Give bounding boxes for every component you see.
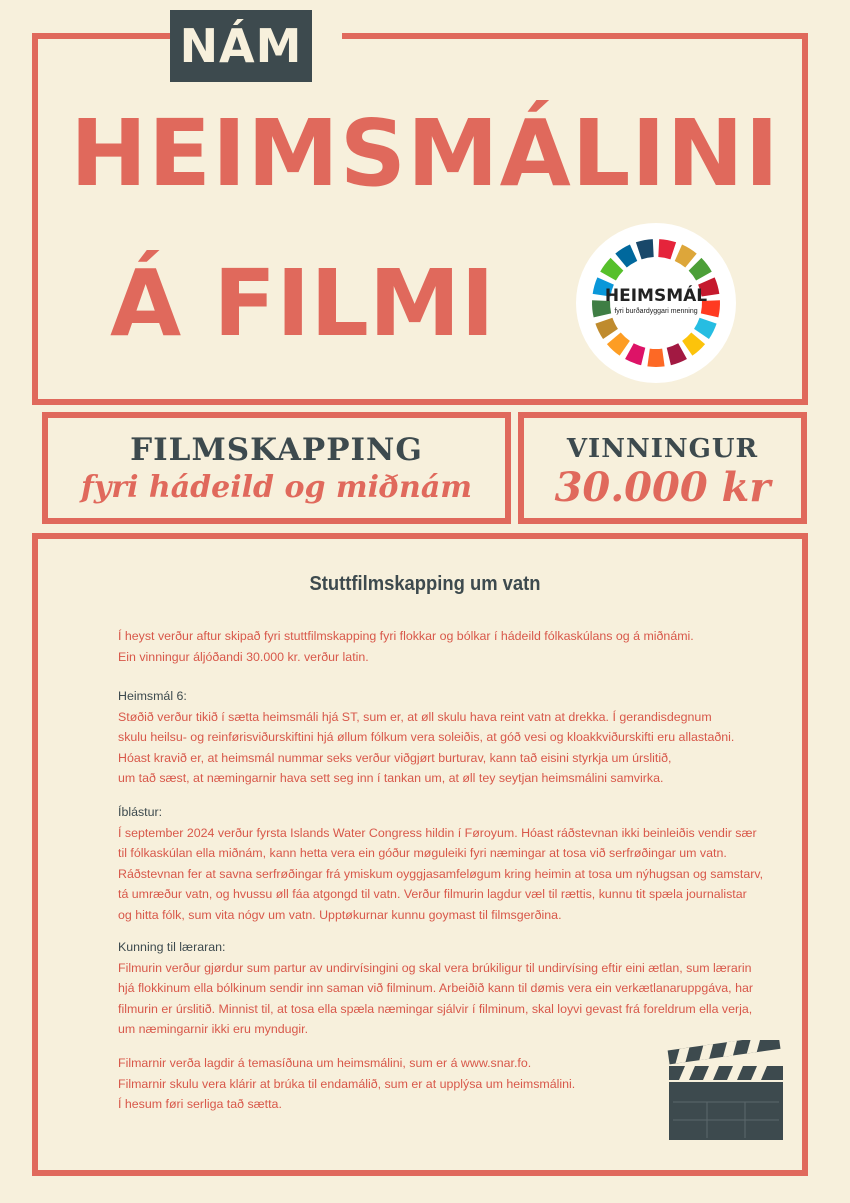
closing-line: Filmarnir verða lagdir á temasíðuna um heimsmálini, sum er á www.snar.fo. bbox=[118, 1056, 532, 1070]
section-line: filmurin er úrslitið. Minnist til, at tosa ella spæla næmingar sjálvir í filminum, skal loyvi gevast frá foreldrum ella verja, bbox=[118, 1001, 753, 1016]
body-title: Stuttfilmskapping um vatn bbox=[309, 573, 541, 595]
closing-line: Filmarnir skulu vera klárir at brúka til endamálið, sum er at upplýsa um heimsmálini. bbox=[118, 1076, 576, 1091]
header-frame-top-left bbox=[32, 33, 172, 39]
section-line: tá umræður vatn, og hvussu øll fáa atgongd til vatn. Verður filmurin lagdur væl til rættis, kunnu tit spæla journalistar bbox=[118, 887, 747, 902]
logo-tagline: fyri burðardyggari menning bbox=[614, 308, 698, 315]
section-line: og hitta fólk, sum vita nógv um vatn. Upptøkurnar kunnu goymast til filmsgerðina. bbox=[118, 907, 562, 922]
section-line: um næmingarnir ikki eru myndugir. bbox=[118, 1022, 309, 1037]
nam-badge: NÁM bbox=[170, 10, 312, 82]
section-kunning bbox=[118, 937, 758, 1040]
filmskapping-sub: fyri hádeild og miðnám bbox=[80, 470, 473, 505]
section-line: Ráðstevnan fer at savna serfrøðingar frá ymiskum oyggjasamfeløgum kring heimin at tosa um nýhugsan og samstarv, bbox=[118, 866, 764, 881]
section-line: Í september 2024 verður fyrsta Islands Water Congress hildin í Føroyum. Hóast ráðstevnan ikki beinleiðis vendir sær bbox=[118, 825, 757, 840]
header-frame-top-right bbox=[342, 33, 808, 39]
section-heading: Heimsmál 6: bbox=[118, 689, 187, 703]
section-heading: Kunning til læraran: bbox=[118, 940, 226, 954]
section-line: Støðið verður tikið í sætta heimsmáli hjá ST, sum er, at øll skulu hava reint vatn at drekka. Í gerandisdegnum bbox=[118, 709, 712, 724]
section-iblastur bbox=[118, 802, 764, 926]
intro-line: Í heyst verður aftur skipað fyri stuttfilmskapping fyri flokkar og bólkar í hádeild fólkaskúlans og á miðnámi. bbox=[118, 629, 694, 643]
filmskapping-heading: FILMSKAPPING bbox=[130, 432, 423, 468]
title-line-1: HEIMSMÁLINI bbox=[70, 100, 780, 207]
heimsmal-logo bbox=[573, 220, 739, 386]
section-line: um tað sæst, at næmingarnir hava sett seg inn í tankan um, at øll tey seytjan heimsmálini samvirka. bbox=[118, 771, 664, 786]
section-heading: Íblástur: bbox=[118, 805, 163, 819]
section-line: Hóast kravið er, at heimsmál nummar seks verður viðgjørt burturav, kann tað eisini styrkja um úrslitið, bbox=[118, 750, 672, 765]
prize-heading: VINNINGUR bbox=[566, 434, 759, 464]
logo-name: HEIMSMÁL bbox=[604, 286, 708, 306]
section-line: til fólkaskúlan ella miðnám, kann hetta vera ein góður møguleiki fyri næmingar at tosa við serfrøðingar um vatn. bbox=[118, 846, 727, 861]
prize-amount: 30.000 kr bbox=[554, 464, 771, 511]
title-line-2: Á FILMI bbox=[110, 250, 495, 357]
intro-paragraph bbox=[118, 626, 758, 667]
closing-line: Í hesum føri serliga tað sætta. bbox=[118, 1097, 282, 1112]
clapperboard-icon bbox=[667, 1040, 785, 1142]
filmskapping-box bbox=[42, 412, 511, 524]
sdg-segment bbox=[647, 349, 664, 367]
closing-paragraph bbox=[118, 1053, 758, 1115]
intro-line: Ein vinningur áljóðandi 30.000 kr. verður latin. bbox=[118, 649, 369, 664]
prize-box bbox=[518, 412, 807, 524]
section-heimsmal bbox=[118, 686, 758, 789]
section-line: Filmurin verður gjørdur sum partur av undirvísingini og skal vera brúkiligur til undirvísing eftir eini ætlan, sum lærarin bbox=[118, 960, 752, 975]
section-line: hjá flokkinum ella bólkinum sendir inn saman við filminum. Arbeiðið kann til dømis vera ein verkætlanaruppgáva, har bbox=[118, 981, 753, 996]
section-line: skulu heilsu- og reinførisviðurskiftini hjá øllum fólkum vera soleiðis, at góð vesi og kloakkviðurskifti eru allastaðni. bbox=[118, 730, 735, 745]
